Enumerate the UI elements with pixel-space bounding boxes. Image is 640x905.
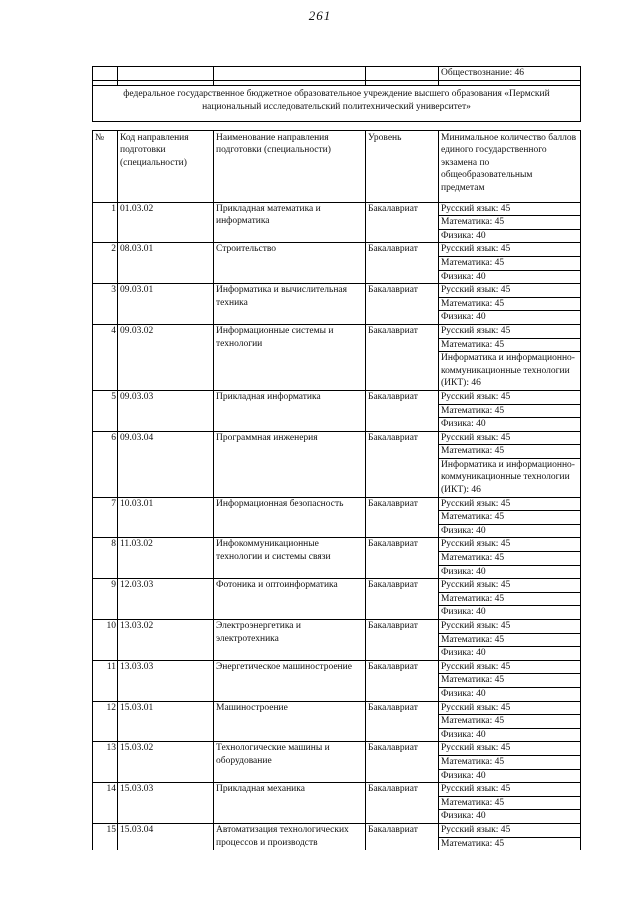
row-subject: Русский язык: 45 <box>439 202 581 216</box>
row-level: Бакалавриат <box>366 284 439 325</box>
table-body <box>93 67 581 851</box>
row-code: 10.03.01 <box>118 497 214 538</box>
row-level: Бакалавриат <box>366 620 439 661</box>
row-subject: Физика: 40 <box>439 270 581 284</box>
row-level: Бакалавриат <box>366 742 439 783</box>
header-code: Код направления подготовки (специальности) <box>118 130 214 202</box>
row-name: Электроэнергетика и электротехника <box>214 620 366 661</box>
row-subject: Физика: 40 <box>439 524 581 538</box>
row-subject: Русский язык: 45 <box>439 497 581 511</box>
table-row <box>93 783 581 797</box>
table-row <box>93 701 581 715</box>
row-number: 6 <box>93 431 118 497</box>
table-row <box>93 324 581 338</box>
row-subject: Математика: 45 <box>439 256 581 270</box>
row-level: Бакалавриат <box>366 390 439 431</box>
row-level: Бакалавриат <box>366 579 439 620</box>
organization-row <box>93 85 581 121</box>
row-name: Инфокоммуникационные технологии и системы связи <box>214 538 366 579</box>
row-level: Бакалавриат <box>366 823 439 850</box>
row-subject: Русский язык: 45 <box>439 243 581 257</box>
row-subject: Физика: 40 <box>439 418 581 432</box>
row-subject: Математика: 45 <box>439 297 581 311</box>
row-subject: Физика: 40 <box>439 229 581 243</box>
header-row <box>93 130 581 202</box>
header-level: Уровень <box>366 130 439 202</box>
row-code: 11.03.02 <box>118 538 214 579</box>
row-code: 01.03.02 <box>118 202 214 243</box>
row-number: 9 <box>93 579 118 620</box>
cell-empty <box>214 67 366 81</box>
row-subject: Математика: 45 <box>439 445 581 459</box>
row-subject: Информатика и информационно-коммуникационные технологии (ИКТ): 46 <box>439 352 581 391</box>
row-subject: Русский язык: 45 <box>439 538 581 552</box>
table-row-continuation <box>93 67 581 81</box>
row-level: Бакалавриат <box>366 660 439 701</box>
row-subject: Физика: 40 <box>439 311 581 325</box>
table-row <box>93 660 581 674</box>
header-num: № <box>93 130 118 202</box>
organization-name: федеральное государственное бюджетное образовательное учреждение высшего образования «Пермский национальный исследовательский политехнический университет» <box>93 85 581 121</box>
row-subject: Русский язык: 45 <box>439 324 581 338</box>
row-name: Энергетическое машиностроение <box>214 660 366 701</box>
row-code: 15.03.02 <box>118 742 214 783</box>
row-level: Бакалавриат <box>366 538 439 579</box>
cell-empty <box>366 67 439 81</box>
row-subject: Физика: 40 <box>439 728 581 742</box>
row-code: 15.03.03 <box>118 783 214 824</box>
row-subject: Математика: 45 <box>439 715 581 729</box>
row-name: Информационная безопасность <box>214 497 366 538</box>
cell-empty <box>93 121 581 130</box>
row-subject: Русский язык: 45 <box>439 742 581 756</box>
row-level: Бакалавриат <box>366 701 439 742</box>
row-code: 13.03.02 <box>118 620 214 661</box>
row-subject: Математика: 45 <box>439 592 581 606</box>
row-name: Автоматизация технологических процессов и производств <box>214 823 366 850</box>
cell-subject: Обществознание: 46 <box>439 67 581 81</box>
row-name: Прикладная математика и информатика <box>214 202 366 243</box>
table-row <box>93 284 581 298</box>
row-number: 4 <box>93 324 118 390</box>
row-code: 09.03.01 <box>118 284 214 325</box>
header-min-score: Минимальное количество баллов единого государственного экзамена по общеобразовательным предметам <box>439 130 581 202</box>
row-name: Программная инженерия <box>214 431 366 497</box>
row-name: Информатика и вычислительная техника <box>214 284 366 325</box>
row-level: Бакалавриат <box>366 243 439 284</box>
row-level: Бакалавриат <box>366 497 439 538</box>
row-name: Технологические машины и оборудование <box>214 742 366 783</box>
cell-empty <box>118 67 214 81</box>
row-subject: Информатика и информационно-коммуникационные технологии (ИКТ): 46 <box>439 458 581 497</box>
row-number: 15 <box>93 823 118 850</box>
table-row <box>93 620 581 634</box>
row-subject: Математика: 45 <box>439 837 581 850</box>
row-level: Бакалавриат <box>366 783 439 824</box>
row-subject: Физика: 40 <box>439 647 581 661</box>
row-code: 08.03.01 <box>118 243 214 284</box>
row-subject: Математика: 45 <box>439 511 581 525</box>
row-subject: Русский язык: 45 <box>439 823 581 837</box>
table-row <box>93 538 581 552</box>
row-subject: Математика: 45 <box>439 216 581 230</box>
row-subject: Физика: 40 <box>439 565 581 579</box>
row-number: 3 <box>93 284 118 325</box>
row-name: Строительство <box>214 243 366 284</box>
row-number: 5 <box>93 390 118 431</box>
table-row <box>93 497 581 511</box>
header-name: Наименование направления подготовки (специальности) <box>214 130 366 202</box>
row-subject: Математика: 45 <box>439 755 581 769</box>
row-level: Бакалавриат <box>366 202 439 243</box>
row-code: 15.03.04 <box>118 823 214 850</box>
table-row-spacer <box>93 121 581 130</box>
row-number: 10 <box>93 620 118 661</box>
row-subject: Математика: 45 <box>439 338 581 352</box>
row-number: 2 <box>93 243 118 284</box>
row-subject: Русский язык: 45 <box>439 579 581 593</box>
row-number: 8 <box>93 538 118 579</box>
row-code: 09.03.04 <box>118 431 214 497</box>
row-level: Бакалавриат <box>366 324 439 390</box>
table-row <box>93 390 581 404</box>
row-subject: Русский язык: 45 <box>439 783 581 797</box>
row-name: Информационные системы и технологии <box>214 324 366 390</box>
row-name: Прикладная информатика <box>214 390 366 431</box>
row-subject: Математика: 45 <box>439 633 581 647</box>
table-row <box>93 742 581 756</box>
row-code: 09.03.02 <box>118 324 214 390</box>
row-number: 13 <box>93 742 118 783</box>
table-row <box>93 431 581 445</box>
row-code: 12.03.03 <box>118 579 214 620</box>
row-subject: Математика: 45 <box>439 674 581 688</box>
row-subject: Физика: 40 <box>439 687 581 701</box>
row-name: Фотоника и оптоинформатика <box>214 579 366 620</box>
table-row <box>93 243 581 257</box>
row-number: 14 <box>93 783 118 824</box>
page-number: 261 <box>308 8 332 23</box>
row-number: 12 <box>93 701 118 742</box>
row-subject: Русский язык: 45 <box>439 431 581 445</box>
admission-table <box>92 66 581 850</box>
table-row <box>93 823 581 837</box>
row-code: 09.03.03 <box>118 390 214 431</box>
row-subject: Математика: 45 <box>439 404 581 418</box>
row-subject: Математика: 45 <box>439 796 581 810</box>
row-subject: Русский язык: 45 <box>439 701 581 715</box>
row-subject: Русский язык: 45 <box>439 620 581 634</box>
row-name: Прикладная механика <box>214 783 366 824</box>
row-subject: Русский язык: 45 <box>439 660 581 674</box>
row-subject: Физика: 40 <box>439 810 581 824</box>
row-subject: Русский язык: 45 <box>439 284 581 298</box>
table-row <box>93 202 581 216</box>
row-name: Машиностроение <box>214 701 366 742</box>
row-number: 1 <box>93 202 118 243</box>
row-level: Бакалавриат <box>366 431 439 497</box>
cell-empty <box>93 67 118 81</box>
row-code: 15.03.01 <box>118 701 214 742</box>
row-subject: Физика: 40 <box>439 769 581 783</box>
row-code: 13.03.03 <box>118 660 214 701</box>
row-subject: Физика: 40 <box>439 606 581 620</box>
row-subject: Русский язык: 45 <box>439 390 581 404</box>
row-number: 7 <box>93 497 118 538</box>
row-subject: Математика: 45 <box>439 552 581 566</box>
table-row <box>93 579 581 593</box>
row-number: 11 <box>93 660 118 701</box>
